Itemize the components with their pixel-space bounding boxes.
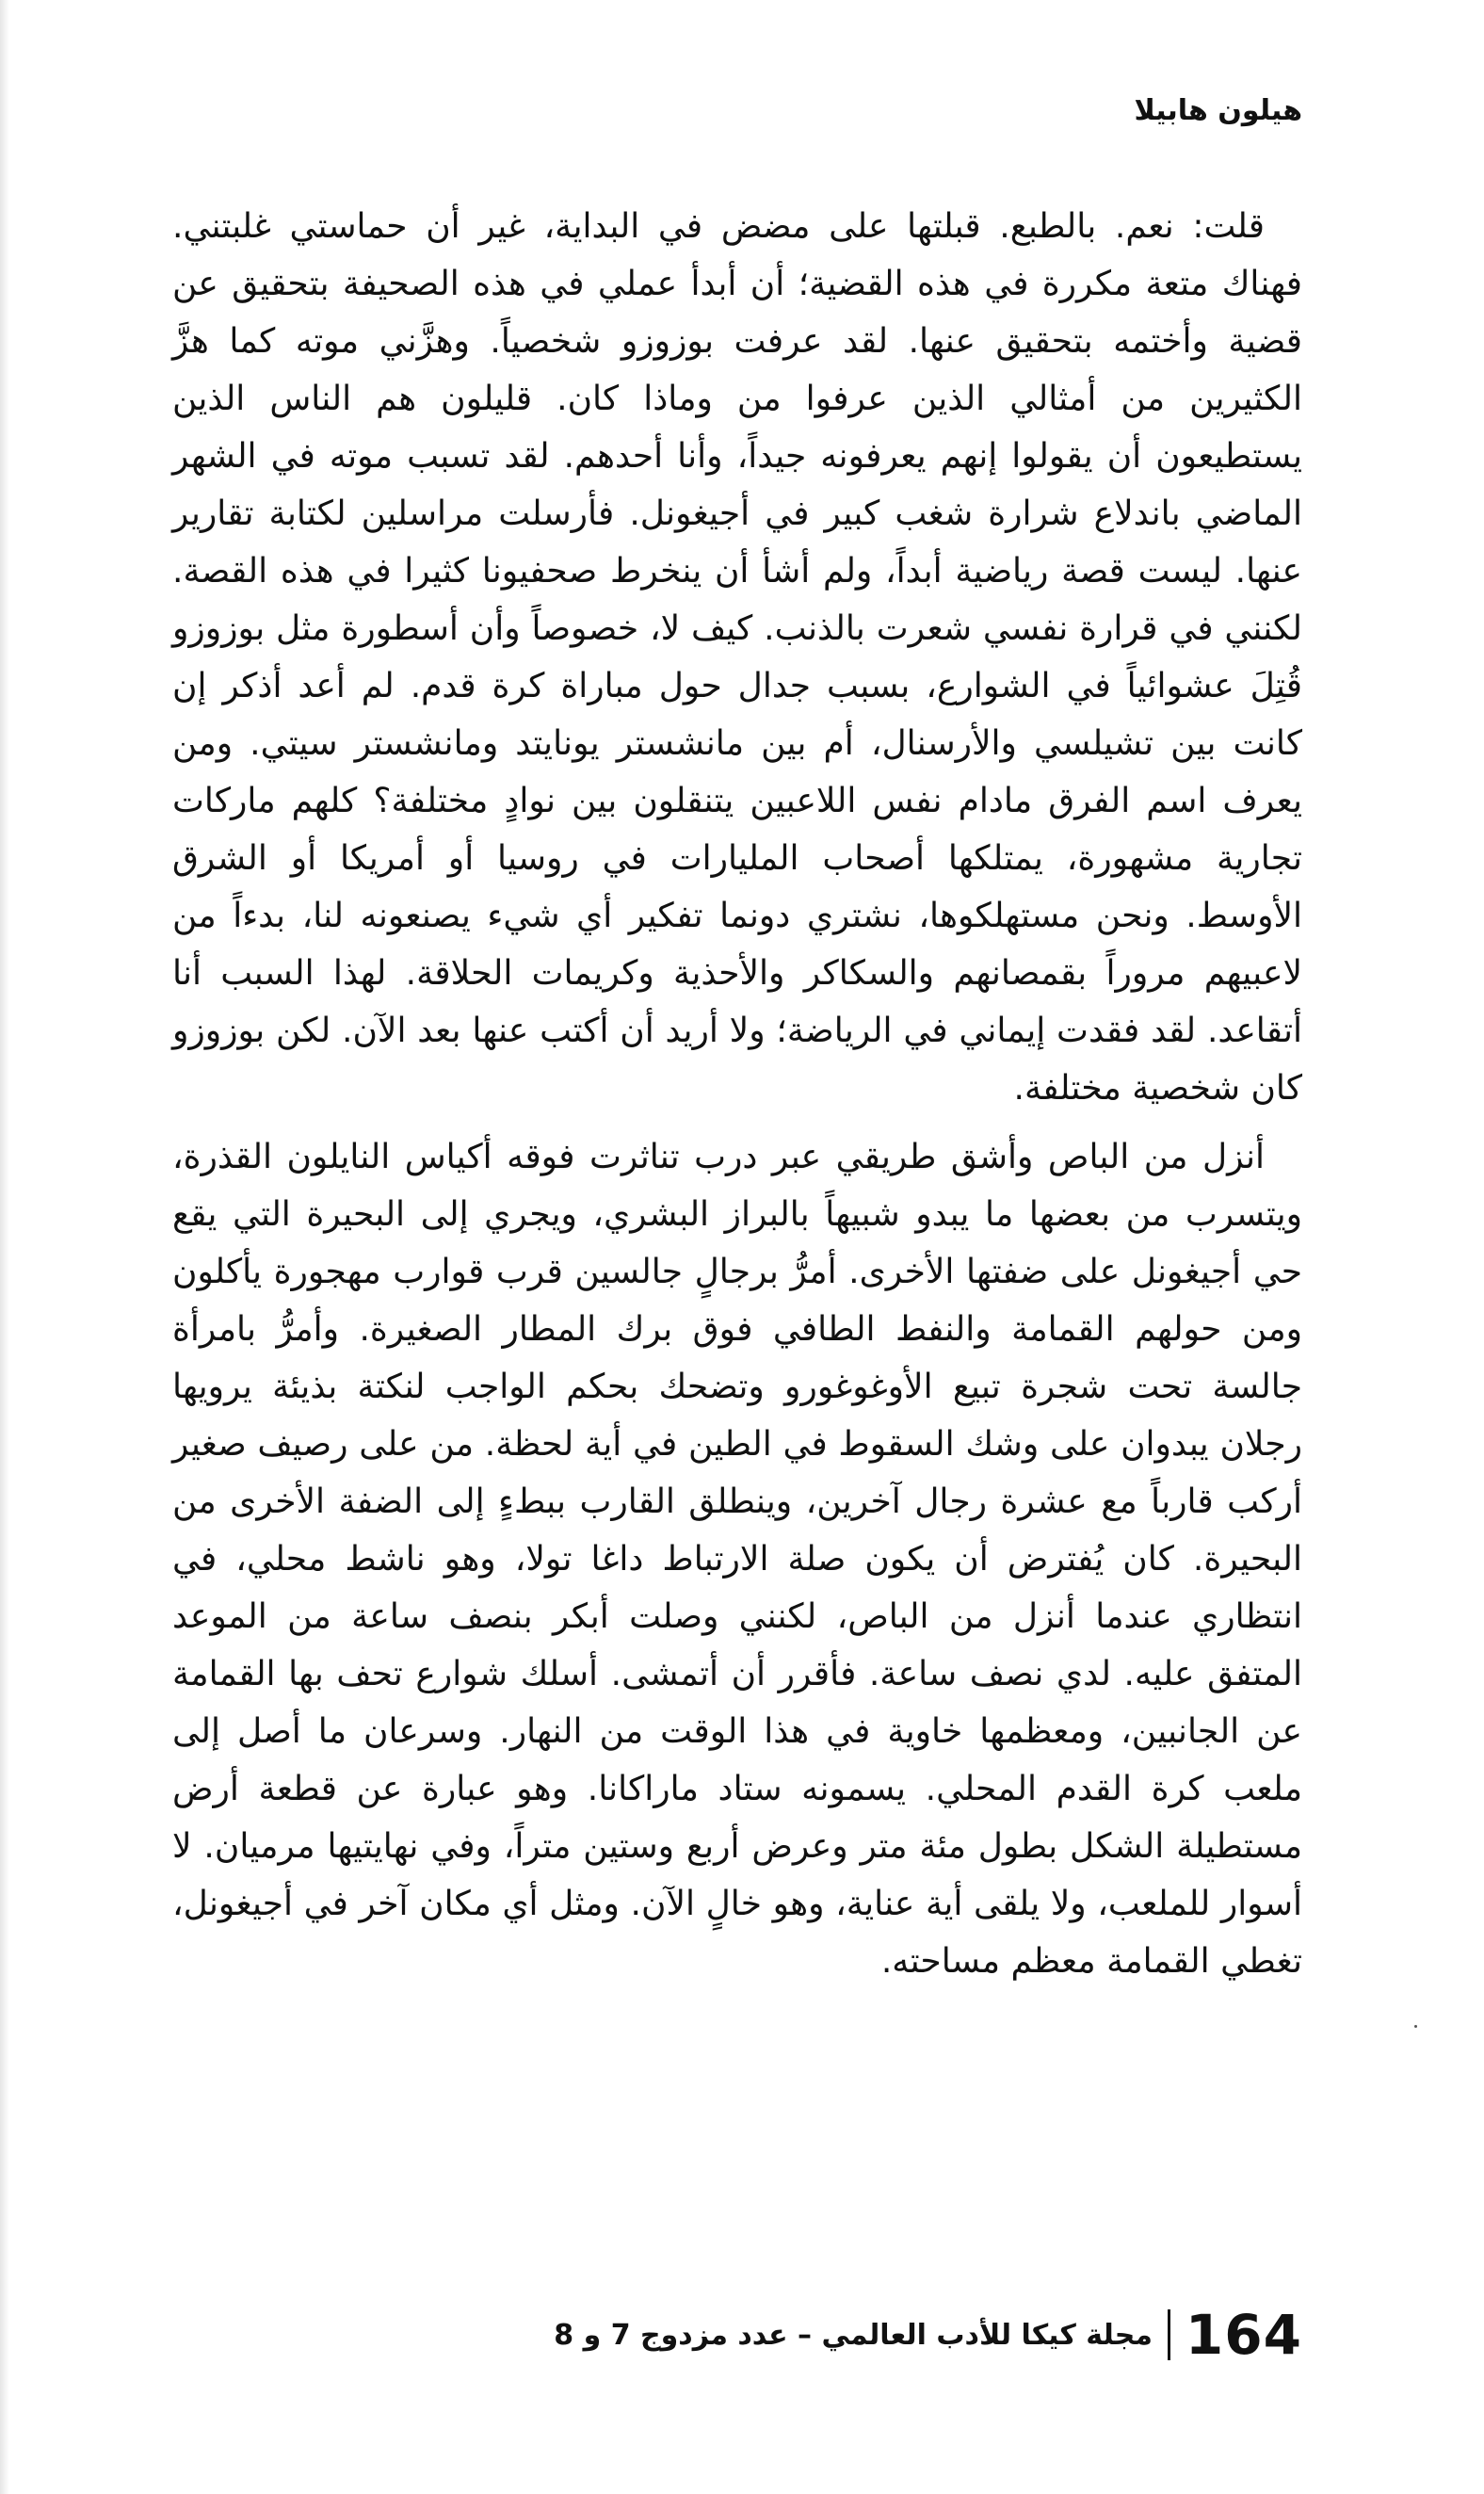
journal-title: مجلة كيكا للأدب العالمي – عدد مزدوج 7 و 8 bbox=[554, 2318, 1153, 2352]
footer-divider bbox=[1168, 2309, 1170, 2360]
page-number: 164 bbox=[1185, 2303, 1302, 2367]
page-footer bbox=[554, 2303, 1302, 2367]
article-body bbox=[172, 198, 1302, 1990]
page-gutter-shadow bbox=[0, 0, 9, 2494]
running-head-author: هيلون هابيلا bbox=[1134, 94, 1302, 127]
paragraph-1: قلت: نعم. بالطبع. قبلتها على مضض في البداية، غير أن حماستي غلبتني. فهناك متعة مكررة في هذه القضية؛ أن أبدأ عملي في هذه الصحيفة بتحقيق عن قضية وأختمه بتحقيق عنها. لقد عرفت بوزوزو شخصياً. وهزَّني موته كما هزَّ الكثيرين من أمثالي الذين عرفوا من وماذا كان. قليلون هم الناس الذين يستطيعون أن يقولوا إنهم يعرفونه جيداً، وأنا أحدهم. لقد تسبب موته في الشهر الماضي باندلاع شرارة شغب كبير في أجيغونل. فأرسلت مراسلين لكتابة تقارير عنها. ليست قصة رياضية أبداً، ولم أشأ أن ينخرط صحفيونا كثيرا في هذه القصة. لكنني في قرارة نفسي شعرت بالذنب. كيف لا، خصوصاً وأن أسطورة مثل بوزوزو قُتِلَ عشوائياً في الشوارع، بسبب جدال حول مباراة كرة قدم. لم أعد أذكر إن كانت بين تشيلسي والأرسنال، أم بين مانشستر يونايتد ومانشستر سيتي. ومن يعرف اسم الفرق مادام نفس اللاعبين يتنقلون بين نوادٍ مختلفة؟ كلهم ماركات تجارية مشهورة، يمتلكها أصحاب المليارات في روسيا أو أمريكا أو الشرق الأوسط. ونحن مستهلكوها، نشتري دونما تفكير أي شيء يصنعونه لنا، بدءاً من لاعبيهم مروراً بقمصانهم والسكاكر والأحذية وكريمات الحلاقة. لهذا السبب أنا أتقاعد. لقد فقدت إيماني في الرياضة؛ ولا أريد أن أكتب عنها بعد الآن. لكن بوزوزو كان شخصية مختلفة. bbox=[172, 207, 1302, 1108]
margin-speck bbox=[1414, 2025, 1417, 2028]
paragraph-2: أنزل من الباص وأشق طريقي عبر درب تناثرت فوقه أكياس النايلون القذرة، ويتسرب من بعضها ما يبدو شبيهاً بالبراز البشري، ويجري إلى البحيرة التي يقع حي أجيغونل على ضفتها الأخرى. أمرُّ برجالٍ جالسين قرب قوارب مهجورة يأكلون ومن حولهم القمامة والنفط الطافي فوق برك المطار الصغيرة. وأمرُّ بامرأة جالسة تحت شجرة تبيع الأوغوغورو وتضحك بحكم الواجب لنكتة بذيئة يرويها رجلان يبدوان على وشك السقوط في الطين في أية لحظة. من على رصيف صغير أركب قارباً مع عشرة رجال آخرين، وينطلق القارب ببطءٍ إلى الضفة الأخرى من البحيرة. كان يُفترض أن يكون صلة الارتباط داغا تولا، وهو ناشط محلي، في انتظاري عندما أنزل من الباص، لكنني وصلت أبكر بنصف ساعة من الموعد المتفق عليه. لدي نصف ساعة. فأقرر أن أتمشى. أسلك شوارع تحف بها القمامة عن الجانبين، ومعظمها خاوية في هذا الوقت من النهار. وسرعان ما أصل إلى ملعب كرة القدم المحلي. يسمونه ستاد ماراكانا. وهو عبارة عن قطعة أرض مستطيلة الشكل بطول مئة متر وعرض أربع وستين متراً، وفي نهايتيها مرميان. لا أسوار للملعب، ولا يلقى أية عناية، وهو خالٍ الآن. ومثل أي مكان آخر في أجيغونل، تغطي القمامة معظم مساحته. bbox=[172, 1138, 1302, 1981]
